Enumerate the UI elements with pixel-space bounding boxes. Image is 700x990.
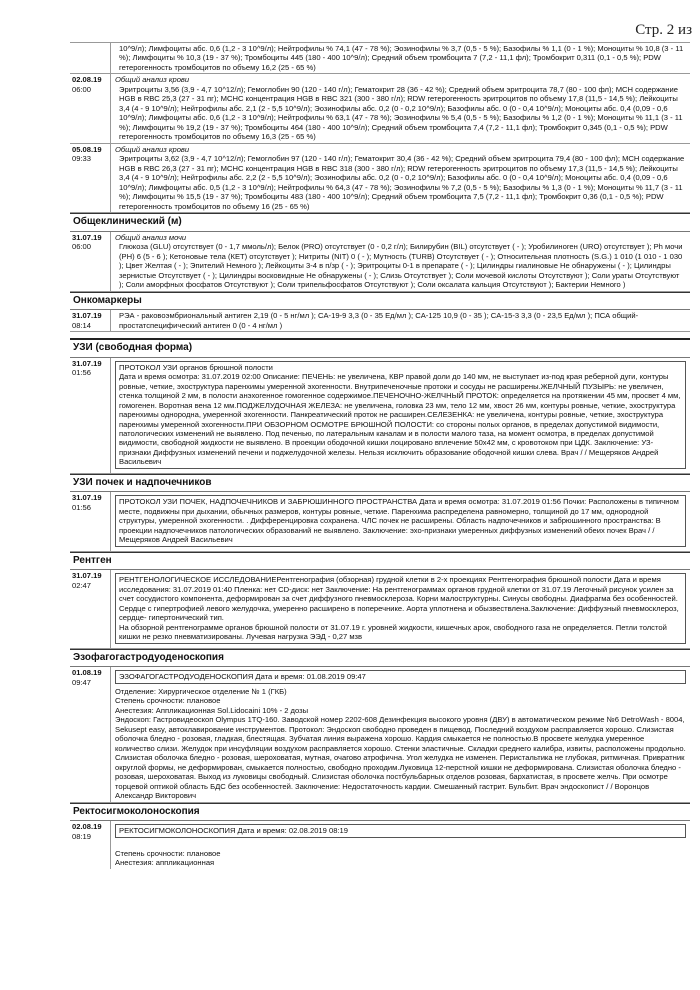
urine-entry [70, 232, 690, 292]
medical-record [70, 42, 690, 869]
entry-date: 31.07.19 [72, 232, 102, 242]
entry-time: 09:33 [72, 154, 92, 164]
xray-entry [70, 570, 690, 648]
entry-time: 08:14 [72, 320, 92, 330]
entry-time: 01:56 [72, 502, 92, 512]
cbc-entry [70, 144, 690, 213]
entry-line: Степень срочности: плановое [115, 696, 221, 706]
section-heading-urine: Общеклинический (м) [70, 213, 690, 232]
cbc-continuation [70, 42, 690, 74]
entry-time: 06:00 [72, 242, 92, 252]
cbc-continuation-text: 10^9/л); Лимфоциты абс. 0,6 (1,2 - 3 10^9/л); Нейтрофилы % 74,1 (47 - 78 %); Эозинофилы % 3,7 (0,5 - 5 %); Базофилы % 1,1 (0 - 1 %); Моноциты % 10,8 (3 - 11 %); Лимфоциты % 10,3 (19 - 37 %); Тромбоциты 445 (180 - 400 10^9/л); Средний объем тромбоцита 7 (7,2 - 11,1 фл); Тромбокрит 0,311 (0,1 - 0,5 %); PDW гетерогенность тромбоцитов по объему 16,2 (25 - 65 %) [119, 44, 684, 72]
entry-title: РЕКТОСИГМОКОЛОНОСКОПИЯ Дата и время: 02.08.2019 08:19 [115, 824, 686, 837]
entry-text: Эритроциты 3,62 (3,9 - 4,7 10^12/л); Гемоглобин 97 (120 - 140 г/л); Гематокрит 30,4 (36 - 42 %); Средний объем эритроцита 79,4 (80 - 100 фл); МСН содержание HGB в RBC 26,3 (27 - 31 пг); МСНС концентрация HGB в RBC 318 (300 - 380 г/л); RDW гетерогенность эритроцитов по объему 17,3 (11,5 - 14,5 %); Лейкоциты 3,4 (4 - 9 10^9/л); Нейтрофилы абс. 2,2 (2 - 5,5 10^9/л); Эозинофилы абс. 0,2 (0 - 0,2 10^9/л); Базофилы абс. 0 (0 - 0,4 10^9/л); Моноциты абс. 0,4 (0,09 - 0,6 10^9/л); Лимфоциты абс. 0,5 (1,2 - 3 10^9/л); Нейтрофилы % 64,3 (47 - 78 %); Эозинофилы % 7,2 (0,5 - 5 %); Базофилы % 1,3 (0 - 1 %); Моноциты % 11,7 (3 - 11 %); Лимфоциты % 15,5 (19 - 37 %); Тромбоциты 483 (180 - 400 10^9/л); Средний объем тромбоцита 7,5 (7,2 - 11,1 фл); Тромбокрит 0,36 (0,1 - 0,5 %); PDW гетерогенность тромбоцитов по объему 16 (25 - 65 %) [119, 154, 685, 211]
entry-text: ПРОТОКОЛ УЗИ ПОЧЕК, НАДПОЧЕЧНИКОВ И ЗАБРЮШИННОГО ПРОСТРАНСТВА Дата и время осмотра: 31.07.2019 01:56 Почки: Расположены в типичном месте, подвижны при дыхании, обычных размеров, контуры ровные, четкие. Паренхима распределена равномерно, толщиной до 17 мм, однородной структуры, умеренной эхогенности. . Дифференцировка сохранена. ЧЛС почек не расширены. Область надпочечников и забрюшинного пространства: В проекции надпочечников патологических образований не выявлено. Заключение: эхо-признаки умеренных диффузных изменений обеих почек Врач / / Мещеряков Андрей Васильевич [115, 495, 686, 546]
page-number: Стр. 2 из [635, 22, 692, 38]
egd-entry [70, 667, 690, 802]
entry-line: Анестезия: Аппликационная Sol.Lidocaini 10% - 2 дозы [115, 705, 309, 715]
entry-line: Анестезия: аппликационная [115, 858, 215, 868]
entry-date: 31.07.19 [72, 493, 102, 503]
section-heading-xray: Рентген [70, 552, 690, 571]
entry-time: 02:47 [72, 580, 92, 590]
entry-date: 31.07.19 [72, 358, 102, 368]
entry-title: ЭЗОФАГОГАСТРОДУОДЕНОСКОПИЯ Дата и время: 01.08.2019 09:47 [115, 670, 686, 683]
entry-date: 01.08.19 [72, 668, 102, 678]
entry-date: 02.08.19 [72, 75, 102, 85]
us-kidney-entry [70, 492, 690, 551]
section-heading-rsc: Ректосигмоколоноскопия [70, 803, 690, 822]
section-heading-us-kidney: УЗИ почек и надпочечников [70, 474, 690, 493]
entry-line: Степень срочности: плановое [115, 848, 221, 858]
entry-time: 08:19 [72, 831, 92, 841]
cbc-entry [70, 74, 690, 143]
entry-time: 06:00 [72, 84, 92, 94]
entry-title: Общий анализ мочи [115, 232, 187, 242]
rsc-entry [70, 821, 690, 868]
section-heading-egd: Эзофагогастродуоденоскопия [70, 649, 690, 668]
entry-line: Отделение: Хирургическое отделение № 1 (ГКБ) [115, 686, 287, 696]
entry-text: Эритроциты 3,56 (3,9 - 4,7 10^12/л); Гемоглобин 90 (120 - 140 г/л); Гематокрит 28 (36 - 42 %); Средний объем эритроцита 78,7 (80 - 100 фл); МСН содержание HGB в RBC 25,3 (27 - 31 пг); МСНС концентрация HGB в RBC 321 (300 - 380 г/л); RDW гетерогенность эритроцитов по объему 17,8 (11,5 - 14,5 %); Лейкоциты 3,4 (4 - 9 10^9/л); Нейтрофилы абс. 2,1 (2 - 5,5 10^9/л); Эозинофилы абс. 0,2 (0 - 0,2 10^9/л); Базофилы абс. 0 (0 - 0,4 10^9/л); Моноциты абс. 0,4 (0,09 - 0,6 10^9/л); Лимфоциты абс. 0,6 (1,2 - 3 10^9/л); Нейтрофилы % 63,1 (47 - 78 %); Эозинофилы % 5,4 (0,5 - 5 %); Базофилы % 1,2 (0 - 1 %); Моноциты % 11,1 (3 - 11 %); Лимфоциты % 19,2 (19 - 37 %); Тромбоциты 464 (180 - 400 10^9/л); Средний объем тромбоцита 7,4 (7,2 - 11,1 фл); Тромбокрит 0,345 (0,1 - 0,5 %); PDW гетерогенность тромбоцитов по объему 16,3 (25 - 65 %) [119, 84, 683, 142]
entry-date: 31.07.19 [72, 571, 102, 581]
entry-text: Эндоскоп: Гастровидеоскоп Olympus 1TQ-160. Заводской номер 2202-608 Дезинфекция высокого уровня (ДВУ) в автоматическом режиме №6 DetroWash - 8004, Sekusept easy, автоклавирование инструментов. Протокол: Эндоскоп свободно проведен в пищевод. Последний воздухом расправляется хорошо. Слизистая оболочка бледно - розовая, гладкая, блестящая. Зубчатая линия выражена хорошо. Кардия смыкается не полностью.В просвете желудка умеренное количество слизи. Желудок при инсуфляции воздухом расправляется хорошо. Стенки эластичные. Складки среднего калибра, извиты, расположены продольно. Слизистая оболочка бледно - розовая, шероховатая, мутная, очагово атрофична. Угол желудка не изменен. Перистальтика не глубокая, ритмичная. Привратник округлой формы, не деформирован, смыкается полностью, свободно проходим.Луковица 12-перстной кишки не деформирована. Слизистая оболочка бледно - розовая, шероховатая. Выход из луковицы свободный. Слизистая оболочка постбульбарных отделов розовая, бархатистая, в просвете желчь. При осмотре торцевой оптикой область БДС без особенностей. Заключение: Недостаточность кардии. Смешанный гастрит. Бульбит. Врач эндоскопист / / Воронцов Александр Викторович [115, 715, 686, 801]
section-heading-markers: Онкомаркеры [70, 292, 690, 311]
us-free-entry [70, 358, 690, 474]
entry-time: 09:47 [72, 677, 92, 687]
section-heading-us-free: УЗИ (свободная форма) [70, 338, 690, 358]
entry-text: РЭА - раковоэмбриональный антиген 2,19 (0 - 5 нг/мл ); CA-19-9 3,3 (0 - 35 Ед/мл ); CA-125 10,9 (0 - 35 ); CA-15-3 3,3 (0 - 23,5 Ед/мл ); ПСА общий- простатспецифический антиген 0 (0 - 4 нг/мл ) [119, 311, 639, 330]
entry-date: 05.08.19 [72, 144, 102, 154]
entry-title: Общий анализ крови [115, 75, 190, 85]
entry-text: ПРОТОКОЛ УЗИ органов брюшной полости Дата и время осмотра: 31.07.2019 02:00 Описание: ПЕЧЕНЬ: не увеличена, КВР правой доли до 140 мм, не выступает из-под края реберной дуги, контуры ровные, четкие, эхоструктура паренхимы умеренной эхогенности. Внутрипеченочные протоки и сосуды не расширены.ЖЕЛЧНЫЙ ПУЗЫРЬ: не увеличен, стенка толщиной 2 мм, в полости анэхогенное гомогенное содержимое.ПЕЧЕНОЧНО-ЖЕЛЧНЫЙ ПРОТОК: определяется на протяжении 45 мм, просвет 4 мм, гомогенен. Воротная вена 12 мм.ПОДЖЕЛУДОЧНАЯ ЖЕЛЕЗА: не увеличена, головка 23 мм, тело 12 мм, хвост 26 мм, контуры ровные, четкие, эхоструктура паренхимы однородна, умеренной эхогенности. Панкреатический проток не расширен.СЕЛЕЗЕНКА: не увеличена, контуры ровные, четкие, эхоструктура паренхимы умеренной эхогенности.ПРИ ОБЗОРНОМ ОСМОТРЕ БРЮШНОЙ ПОЛОСТИ: со стороны полых органов, в пределах допустимой видимости, патологических изменений не выявлено. Под печенью, по латеральным каналам и в полости малого таза, на момент осмотра, в пределах допустимой видимости, свободной жидкости не выявлено. В проекции ободочной кишки лоцировано вплечение 50х42 мм, с кровотоком при ЦДК. Заключение: УЗ-признаки Диффузных изменений печени и поджелудочной железы. Нельзя исключить образование ободочной кишки слева. Врач / / Мещеряков Андрей Васильевич [115, 361, 686, 469]
entry-time: 01:56 [72, 368, 92, 378]
entry-date: 31.07.19 [72, 311, 102, 321]
entry-date: 02.08.19 [72, 822, 102, 832]
markers-entry [70, 310, 690, 332]
entry-text: Глюкоза (GLU) отсутствует (0 - 1,7 ммоль/л); Белок (PRO) отсутствует (0 - 0,2 г/л); Билирубин (BIL) отсутствует ( - ); Уробилиноген (URO) отсутствует ); Рh мочи (PH) 6 (5 - 6 ); Кетоновые тела (КЕТ) отсутствует ); Нитриты (NIT) 0 ( - ); Мутность (TURB) Отсутствует ( - ); Относительная плотность (S.G.) 1 010 (1 010 - 1 030 ); Цвет Желтая ( - ); Эпителий Немного ); Лейкоциты 3-4 в п/зр ( - ); Эритроциты 0-1 в препарате ( - ); Цилиндры гиалиновые Не обнаружены ( - ); Цилиндры зернистые Отсутствует ( - ); Цилиндры восковидные Не обнаружены ( - ); Слизь Отсутствует ); Соли мочевой кислоты Отсутствуют ); Соли ураты Отсутствуют ); Соли аморфных фосфатов Отсутствуют ); Соли трипельфосфатов Отсутствуют ); Соли оксалата кальция Отсутствуют ); Бактерии Немного ) [119, 242, 683, 290]
entry-title: Общий анализ крови [115, 144, 190, 154]
entry-text: РЕНТГЕНОЛОГИЧЕСКОЕ ИССЛЕДОВАНИЕРентгенография (обзорная) грудной клетки в 2-х проекциях Рентгенография брюшной полости Дата и время исследования: 31.07.2019 01:40 Пленка: нет CD-диск: нет Заключение: На рентгенограммах органов грудной клетки от 31.07.19 Легочный рисунок усилен за счет сосудистого компонента, деформирован за счет диффузного пневмосклероза. Корни малоструктурны. Синусы свободны. Диафрагма без особенностей. Сердце с гипертрофией левого желудочка, умеренно расширено в поперечнике. Аорта уплотнена и обызвествлена.Заключение: Диффузный пневмосклероз, сердце- гипертонический тип. На обзорной рентгенограмме органов брюшной полости от 31.07.19 г. уровней жидкости, кишечных арок, свободного газа не определяется. Петли толстой кишки не резко пневматизированы. Лучевая нагрузка ЭЭД - 0,27 мзв [115, 573, 686, 643]
